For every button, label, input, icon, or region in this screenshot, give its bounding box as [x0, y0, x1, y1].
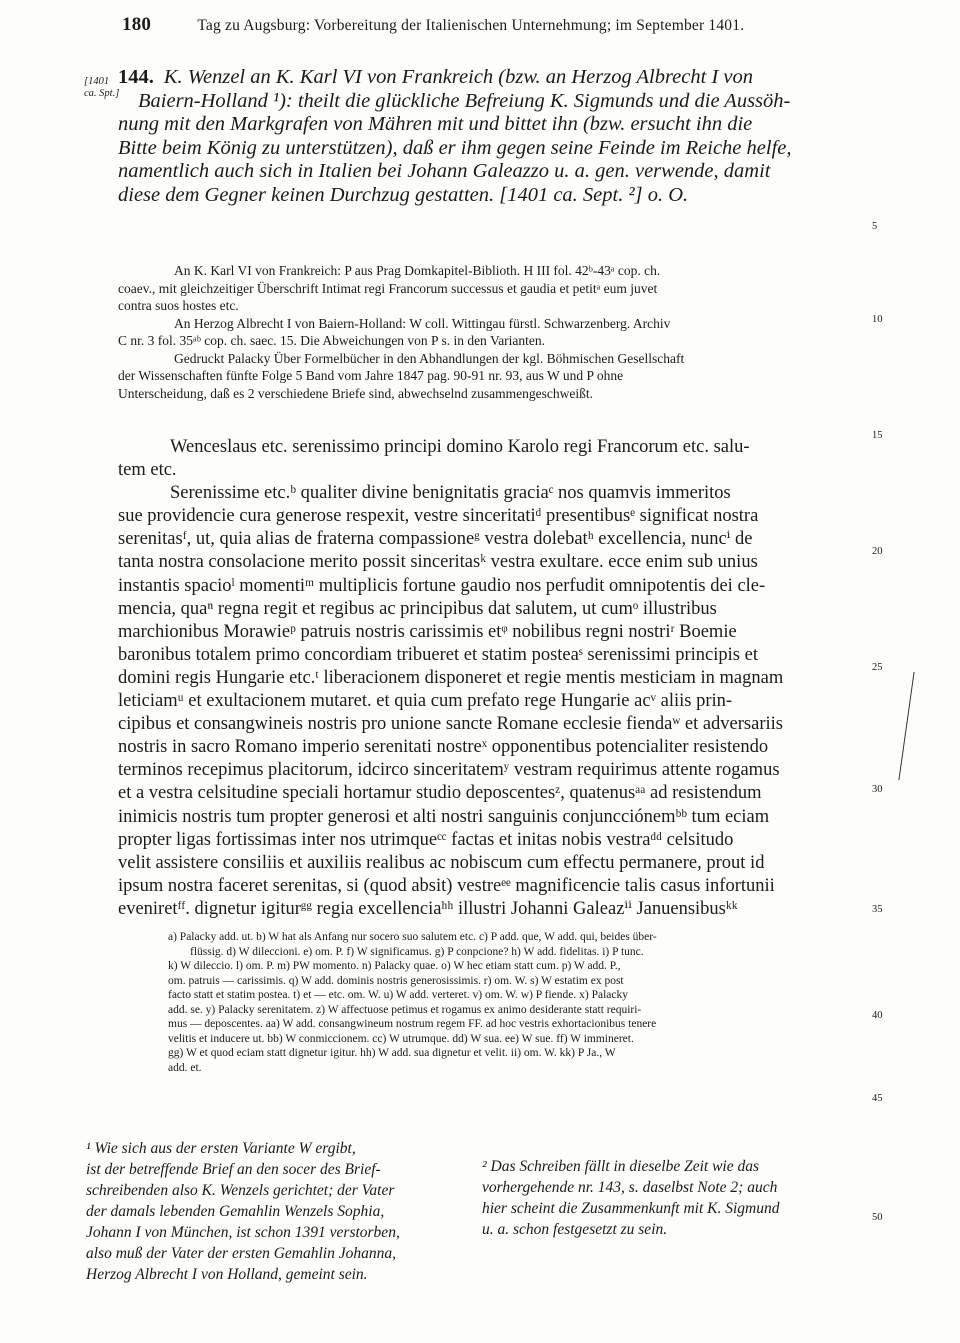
text-line: Serenissime etc.ᵇ qualiter divine benignitatis graciaᶜ nos quamvis immeritos [170, 483, 731, 504]
letter-text [118, 436, 873, 921]
text-line: inimicis nostris tum propter generosi et alti nostri sanguinis conjuncciónemᵇᵇ tum eciam [118, 806, 770, 827]
critical-apparatus [168, 930, 858, 1075]
footnote-line: ¹ Wie sich aus der ersten Variante W ergibt, [86, 1140, 356, 1157]
text-line: instantis spacioˡ momentiᵐ multiplicis fortune gaudio nos perfudit omnipotentis dei cle- [118, 575, 766, 596]
source-notes [118, 262, 873, 402]
footnote-line: Herzog Albrecht I von Holland, gemeint sein. [86, 1266, 368, 1283]
line-number: 40 [872, 1010, 883, 1021]
source-line: coaev., mit gleichzeitiger Überschrift Intimat regi Francorum successus et gaudia et petitᵃ eum juvet [118, 280, 658, 296]
text-line: marchionibus Morawieᵖ patruis nostris carissimis etᵠ nobilibus regni nostriʳ Boemie [118, 621, 737, 642]
heading-line: K. Wenzel an K. Karl VI von Frankreich (bzw. an Herzog Albrecht I von [163, 66, 753, 88]
text-line: tanta nostra consolacione merito possit sinceritasᵏ vestra exultare. ecce enim sub unius [118, 552, 758, 573]
document-number: 144. [118, 66, 154, 88]
source-line: der Wissenschaften fünfte Folge 5 Band vom Jahre 1847 pag. 90-91 nr. 93, aus W und P ohne [118, 368, 624, 383]
heading-line: Baiern-Holland ¹): theilt die glückliche Befreiung K. Sigmunds und die Aussöh- [138, 89, 791, 112]
text-line: propter ligas fortissimas inter nos utrimqueᶜᶜ factas et initas nobis vestraᵈᵈ celsitudo [118, 829, 734, 850]
footnote-line: schreibenden also K. Wenzels gerichtet; der Vater [86, 1182, 395, 1199]
apparatus-line: facto statt et statim postea. t) et — etc. om. W. u) W add. verteret. v) om. W. w) P fiende. x) Palacky [168, 989, 628, 1001]
line-number: 35 [872, 904, 883, 915]
footnote-line: Johann I von München, ist schon 1391 verstorben, [86, 1224, 400, 1241]
apparatus-line: velitis et inducere ut. bb) W conmiccionem. cc) W utrumque. dd) W sua. ee) W sue. ff) W immineret. [168, 1032, 634, 1045]
source-line: An K. Karl VI von Frankreich: P aus Prag Domkapitel-Biblioth. H III fol. 42ᵇ-43ᵃ cop. ch. [174, 263, 661, 278]
line-number: 15 [872, 430, 883, 441]
line-number: 20 [872, 546, 883, 557]
heading-line: nung mit den Markgrafen von Mähren mit und bittet ihn (bzw. ersucht ihn die [118, 113, 753, 135]
text-line: Wenceslaus etc. serenissimo principi domino Karolo regi Francorum etc. salu- [170, 437, 750, 457]
text-line: mencia, quaⁿ regna regit et regibus ac principibus dat salutem, ut cumᵒ illustribus [118, 598, 717, 619]
footnote-line: der damals lebenden Gemahlin Wenzels Sophia, [86, 1203, 385, 1220]
text-line: ipsum nostra faceret serenitas, si (quod absit) vestreᵉᵉ magnificencie talis casus infortunii [118, 875, 775, 896]
text-line: cipibus et consangwineis nostris pro unione sancte Romane ecclesie fiendaʷ et adversariis [118, 714, 783, 735]
apparatus-line: add. se. y) Palacky serenitatem. z) W affectuose petimus et rogamus ex animo desiderante statt requiri- [168, 1003, 642, 1016]
footnote-1 [86, 1138, 466, 1285]
margin-bracket [888, 672, 914, 780]
source-line: An Herzog Albrecht I von Baiern-Holland: W coll. Wittingau fürstl. Schwarzenberg. Archiv [174, 315, 671, 331]
text-line: eveniretᶠᶠ. dignetur igiturᵍᵍ regia excellenciaʰʰ illustri Johanni Galeazⁱⁱ Januensibusᵏᵏ [118, 898, 738, 919]
footnote-line: vorhergehende nr. 143, s. daselbst Note 2; auch [482, 1179, 778, 1196]
line-number: 45 [872, 1093, 883, 1104]
apparatus-line: om. patruis — carissimis. q) W add. dominis nostris generosissimis. r) om. W. s) W estatim ex post [168, 974, 624, 987]
line-number: 5 [872, 221, 878, 232]
footnote-2 [482, 1156, 847, 1240]
source-line: Gedruckt Palacky Über Formelbücher in den Abhandlungen der kgl. Böhmischen Gesellschaft [174, 350, 685, 366]
source-line: contra suos hostes etc. [118, 298, 239, 313]
source-line: Unterscheidung, daß es 2 verschiedene Briefe sind, abwechselnd zusammengeschweißt. [118, 385, 593, 401]
source-line: C nr. 3 fol. 35ᵃᵇ cop. ch. saec. 15. Die Abweichungen von P s. in den Varianten. [118, 333, 546, 348]
footnote-line: ist der betreffende Brief an den socer des Brief- [86, 1161, 381, 1178]
margin-date-line: [1401 [84, 76, 110, 87]
heading-line: Bitte beim König zu unterstützen), daß er ihm gegen seine Feinde im Reiche helfe, [118, 136, 792, 159]
footnote-line: u. a. schon festgesetzt zu sein. [482, 1221, 668, 1238]
footnote-line: ² Das Schreiben fällt in dieselbe Zeit wie das [482, 1158, 760, 1175]
running-title: Tag zu Augsburg: Vorbereitung der Italienischen Unternehmung; im September 1401. [197, 17, 745, 34]
text-line: domini regis Hungarie etc.ᵗ liberacionem disponeret et regie mentis mesticiam in magnam [118, 667, 784, 688]
document-heading [118, 66, 873, 207]
apparatus-line: k) W dileccio. l) om. P. m) PW momento. n) Palacky quae. o) W hec etiam statt cum. p) W add. P., [168, 960, 621, 972]
apparatus-line: mus — deposcentes. aa) W add. consangwineum nostrum regem FF. ad hoc vestris exhortacionibus tenere [168, 1018, 657, 1030]
text-line: baronibus totalem primo concordiam tribueret et statim posteaˢ serenissimi principis et [118, 644, 758, 665]
text-line: sue providencie cura generose respexit, vestre sinceritatiᵈ presentibusᵉ significat nostra [118, 506, 759, 527]
text-line: tem etc. [118, 460, 177, 481]
apparatus-line: add. et. [168, 1061, 202, 1074]
text-line: et a vestra celsitudine speciali hortamur studio deposcentesᶻ, quatenusᵃᵃ ad resistendum [118, 783, 762, 804]
heading-line: diese dem Gegner keinen Durchzug gestatten. [1401 ca. Sept. ²] o. O. [118, 183, 689, 206]
apparatus-line: a) Palacky add. ut. b) W hat als Anfang nur socero suo salutem etc. c) P add. que, W add. qui, beides über- [168, 931, 657, 943]
margin-date-line: ca. Spt.] [84, 88, 120, 99]
line-number: 50 [872, 1212, 883, 1223]
text-line: leticiamᵘ et exultacionem mutaret. et quia cum prefato rege Hungarie acᵛ aliis prin- [118, 691, 733, 712]
heading-line: namentlich auch sich in Italien bei Johann Galeazzo u. a. gen. verwende, damit [118, 160, 771, 182]
text-line: velit assistere consiliis et auxiliis realibus ac nobiscum cum effectu permanere, prout id [118, 852, 765, 873]
footnote-line: also muß der Vater der ersten Gemahlin Johanna, [86, 1245, 396, 1262]
text-line: nostris in sacro Romano imperio serenitati nostreˣ opponentibus potencialiter resistendo [118, 737, 769, 758]
footnote-line: hier scheint die Zusammenkunft mit K. Sigmund [482, 1200, 780, 1217]
apparatus-line: flüssig. d) W dileccioni. e) om. P. f) W significamus. g) P conpcione? h) W add. fidelitas. i) P tunc. [190, 945, 644, 958]
line-number: 25 [872, 662, 883, 673]
page-number: 180 [122, 14, 152, 35]
text-line: serenitasᶠ, ut, quia alias de fraterna compassioneᵍ vestra dolebatʰ excellencia, nuncⁱ de [118, 529, 753, 550]
text-line: terminos recepimus placitorum, idcirco sinceritatemʸ vestram requirimus attente rogamus [118, 760, 780, 781]
running-head [122, 14, 744, 36]
line-number: 10 [872, 314, 883, 325]
margin-date [84, 76, 119, 100]
line-number: 30 [872, 784, 883, 795]
apparatus-line: gg) W et quod eciam statt dignetur igitur. hh) W add. sua dignetur et velit. ii) om. W. kk) P Ja., W [168, 1047, 616, 1059]
